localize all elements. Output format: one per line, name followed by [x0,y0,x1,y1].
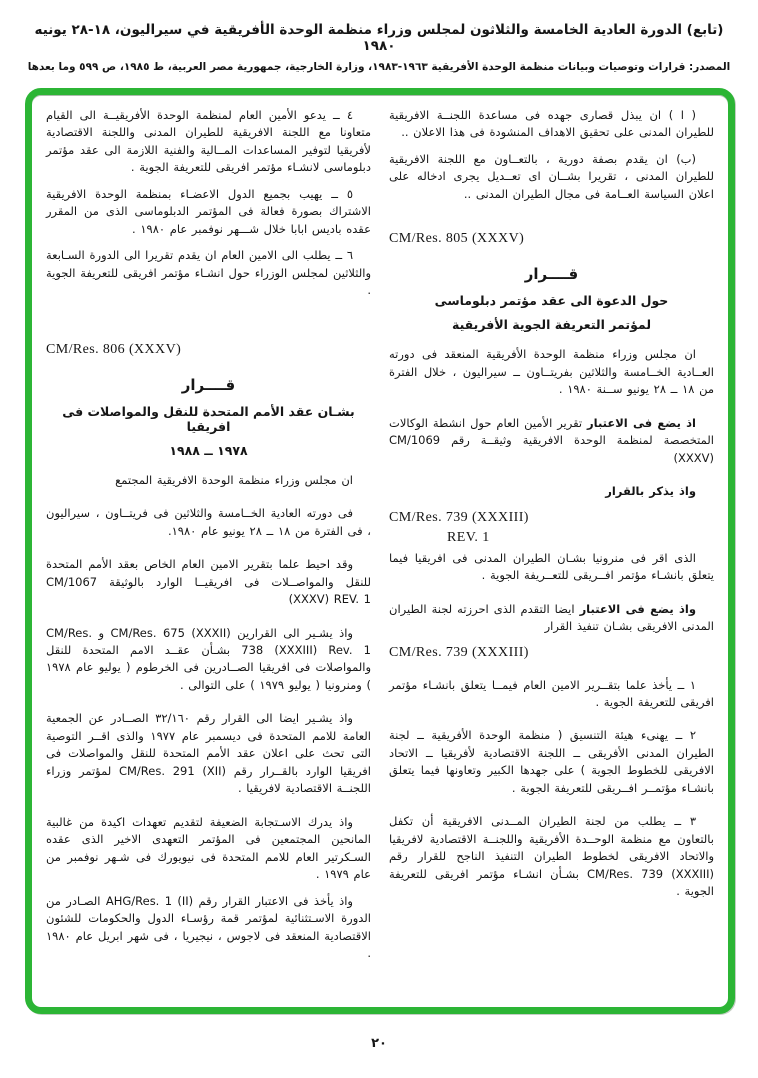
resolution-title-line1: حول الدعوة الى عقد مؤتمر دبلوماسى [434,293,669,309]
paragraph-considering-report: اذ يضع فى الاعتبار تقرير الأمين العام حول انشطة الوكالات المتخصصة لمنظمة الوحدة الافريقية وثيقــة رقم ‎CM/1069 (XXXV)‎ [389,415,714,465]
resolution-code-cm-res-739: CM/Res. 739 (XXXIII) [389,509,529,525]
source-line: المصدر: قرارات وتوصيات وبيانات منظمة الوحدة الأفريقية ١٩٦٣-١٩٨٣، وزارة الخارجية، جمهورية مصر العربية، ط ١٩٨٥، ص ٥٩٩ وما بعدها [27,61,731,73]
paragraph-noting-report: وقد احيط علما بتقرير الامين العام الخاص بعقد الأمم المتحدة للنقل والمواصــلات فى افريقيــا الوارد بالوثيقة ‎CM/1067 (XXXV) REV. 1‎ [46,557,371,607]
page-header [20,22,738,73]
resolution-title-years: ١٩٧٨ ــ ١٩٨٨ [169,442,248,458]
column-left [46,107,371,997]
resolution-code-cm-res-806: CM/Res. 806 (XXXV) [46,341,182,357]
paragraph-council-assembled: ان مجلس وزراء منظمة الوحدة الافريقية المجتمع [115,472,353,487]
page-number: ٢٠ [371,1036,387,1051]
paragraph-referring-resolutions: واذ يشـير الى القرارين ‎CM/Res. 675 (XXXII)‎ و ‎CM/Res. 738 (XXXIII) Rev. 1‎ بشـأن عقــد الامم المتحدة للنقل والمواصلات فى افريقيا الصــادرين فى الخرطوم ( يوليو عام ١٩٧٨ ) ومنرونيا ( يوليو ١٩٧٩ ) على التوالى . [46,625,371,692]
paragraph-aware-pledges: واذ يدرك الاسـتجابة الضعيفة لتقديم تعهدات اكيدة من غالبية المانحين المجتمعين فى المؤتمر التعهدى الاخير الذى عقده السـكرتير العام للامم المتحدة فى نيويورك فى شـهر نوفمبر من عام ١٩٧٩ . [46,814,371,882]
two-column-layout [46,107,714,997]
resolution-title-transport: بشـان عقد الأمم المتحدة للنقل والمواصلات فى افريقيا [62,403,355,434]
paragraph-monrovia-approval: الذى اقر فى منرونيا بشـان الطيران المدنى فى افريقيا فيما يتعلق بانشـاء مؤتمر افــريقى للتعــريفة الجوية . [389,550,714,583]
resolution-code-cm-res-805: CM/Res. 805 (XXXV) [389,231,525,247]
content-box [25,88,735,1014]
paragraph-operative-3: ٣ ــ يطلب من لجنة الطيران المــدنى الافريقية أن تكفل بالتعاون مع منظمة الوحــدة الأفريقية واللجنــة الاقتصادية لافريقيا والاتحاد الافريقى لخطوط الطيران التنفيذ الناجح للقرار رقم ‎CM/Res. 739 (XXXIII)‎ بشـأن انشـاء مؤتمر افريقى للتعريفة الجوية . [389,814,714,899]
paragraph-operative-1: ١ ــ يأخذ علما بتقــرير الامين العام فيمــا يتعلق بانشـاء مؤتمر افريقى للتعريفة الجوية . [389,677,714,709]
paragraph-operative-4: ٤ ــ يدعو الأمين العام لمنظمة الوحدة الأفريقيــة الى القيام متعاونا مع اللجنة الافريقية للطيران المدنى واللجنة الاقتصادية لأفريقيا لتوفير المساعدات المــالية والفنية اللازمة الى عقد مؤتمر دبلوماسى لانشـاء مؤتمر افريقى للتعريفة الجوية . [46,108,371,175]
paragraph-operative-2: ٢ ــ يهنىء هيئة التنسيق ( منظمة الوحدة الأفريقية ــ لجنة الطيران المدنى الأفريقى ــ اللجنة الاقتصادية لأفريقيا ــ الاتحاد الافريقى للخطوط الجوية ) على جهدها الكبير وتعاونها فيما يتعلق بانشـاء مؤتمــر افــريقى للتعريفة الجوية . [389,728,714,795]
paragraph-council-session: ان مجلس وزراء منظمة الوحدة الأفريقية المنعقد فى دورته العــادية الخــامسة والثلاثين بفريتــاون ــ سيراليون ، خلال الفترة من ١٨ ــ ٢٨ يونيو ســنة ١٩٨٠ . [389,347,714,397]
resolution-title-line2: لمؤتمر التعريفة الجوية الأفريقية [451,317,652,333]
paragraph-operative-5: ٥ ــ يهيب بجميع الدول الاعضـاء بمنظمة الوحدة الافريقية الاشتراك بصورة فعالة فى المؤتمر الدبلوماسى الذى من المقرر عقده باديس ابابا خلال شـــهر نوفمبر عام ١٩٨٠ . [46,186,371,236]
paragraph-operative-6: ٦ ــ يطلب الى الامين العام ان يقدم تقريرا الى الدورة السـابعة والثلاثين لمجلس الوزراء حول انشـاء مؤتمر افريقى للتعريفة الجوية . [46,248,371,298]
resolution-heading: قــــرار [524,265,579,284]
paragraph-session-freetown: فى دورته العادية الخــامسة والثلاثين فى فريتــاون ، سيراليون ، فى الفترة من ١٨ ــ ٢٨ يونيو عام ١٩٨٠. [46,506,371,538]
paragraph-item-a: ( ا ) ان يبذل قصارى جهده فى مساعدة اللجنــة الافريقية للطيران المدنى على تحقيق الاهداف المنشودة فى هذا الاعلان .. [389,108,714,140]
column-right [389,107,714,997]
paragraph-recalling-resolution: واذ يذكر بالقرار [605,484,696,499]
paragraph-considering-progress: واذ يضع فى الاعتبار ايضا التقدم الذى احرزته لجنة الطيران المدنى الافريقى بشـان تنفيذ القرار [389,601,714,634]
resolution-code-cm-res-739-2: CM/Res. 739 (XXXIII) [389,644,529,660]
resolution-heading-2: قــــرار [181,375,236,394]
paragraph-referring-unga: واذ يشـير ايضا الى القرار رقم ٣٢/١٦٠ الصــادر عن الجمعية العامة للامم المتحدة فى ديسمبر عام ١٩٧٧ والذى اقــر التوصية التى تحث على اعلان عقد الأمم المتحدة للنقل والمواصلات فى افريقيا الوارد بالقــرار رقم ‎CM/Res. 291 (XII)‎ لمؤتمر وزراء اللجنــة الاقتصادية لافريقيا . [46,711,371,796]
session-title: (تابع) الدورة العادية الخامسة والثلاثون لمجلس وزراء منظمة الوحدة الأفريقية في سيراليون، ١٨-٢٨ يونيه ١٩٨٠ [34,22,724,54]
paragraph-taking-account-ahg: واذ يأخذ فى الاعتبار القرار رقم ‎AHG/Res. 1 (II)‎ الصـادر من الدورة الاسـتثنائية لمؤتمر قمة رؤسـاء الدول والحكومات للشئون الاقتصادية المنعقد فى لاجوس ، نيجيريا ، فى شهر ابريل عام ١٩٨٠ . [46,893,371,960]
resolution-code-rev-1: REV. 1 [447,529,490,545]
paragraph-item-b: (ب) ان يقدم بصفة دورية ، بالتعــاون مع اللجنة الافريقية للطيران المدنى ، تقريرا بشــان اى تعــديل يجرى ادخاله على اعلان السياسة العــامة فى مجال الطيران المدنى .. [389,151,714,201]
